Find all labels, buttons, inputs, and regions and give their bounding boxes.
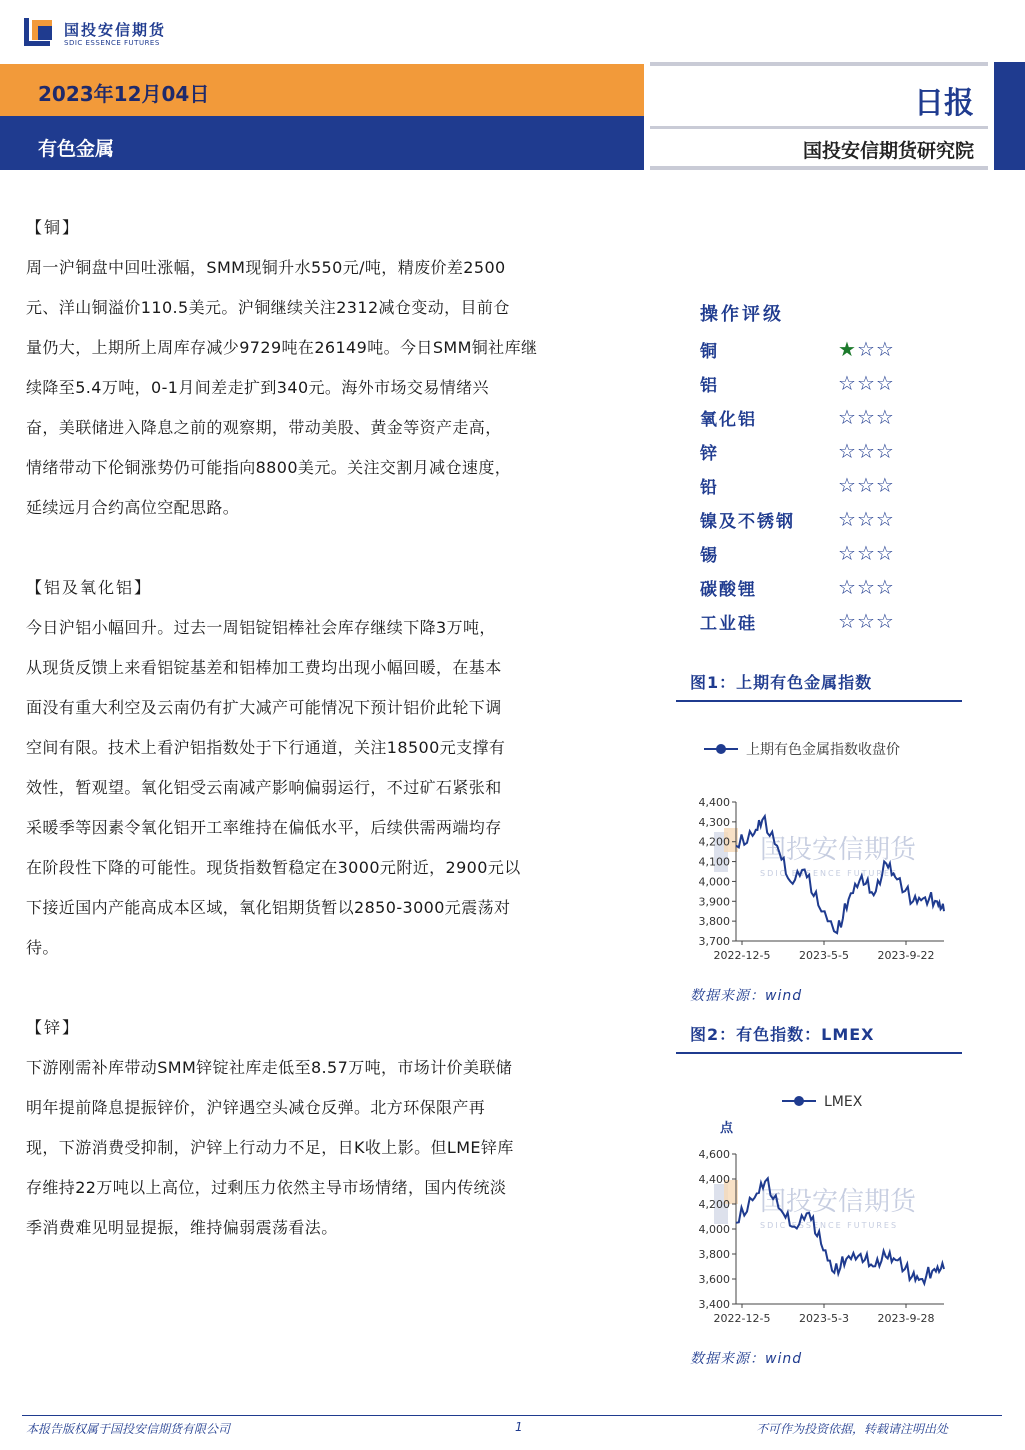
footer-disclaimer: 不可作为投资依据，转载请注明出处 <box>756 1422 949 1436</box>
y-tick-label: 3,800 <box>698 915 730 929</box>
y-tick-label: 4,200 <box>698 835 730 849</box>
section-title: 【锌】 <box>26 1018 81 1037</box>
company-logo <box>24 16 166 52</box>
star-empty-icon: ☆ <box>875 439 895 463</box>
paragraph-line: 续降至5.4万吨，0-1月间差走扩到340元。海外市场交易情绪兴 <box>26 378 489 397</box>
rating-panel <box>700 298 960 638</box>
star-empty-icon: ☆ <box>838 609 857 633</box>
rating-stars <box>838 337 895 361</box>
star-empty-icon: ☆ <box>875 575 895 599</box>
y-tick-label: 3,900 <box>698 895 730 909</box>
y-tick-label: 3,400 <box>698 1298 730 1311</box>
rating-row <box>700 502 960 536</box>
y-axis-unit: 点 <box>720 1121 734 1136</box>
rating-stars <box>838 541 895 565</box>
star-empty-icon: ☆ <box>838 405 857 429</box>
report-type: 日报 <box>914 86 974 121</box>
rating-stars <box>838 507 895 531</box>
star-empty-icon: ☆ <box>875 405 895 429</box>
figure-2-chart <box>676 1085 962 1335</box>
footer-rule <box>22 1415 1002 1416</box>
star-empty-icon: ☆ <box>856 405 876 429</box>
legend-label: 上期有色金属指数收盘价 <box>746 742 900 758</box>
rating-row <box>700 332 960 366</box>
rating-commodity: 碳酸锂 <box>700 579 757 600</box>
y-tick-label: 4,000 <box>698 1223 730 1236</box>
star-empty-icon: ☆ <box>838 507 857 531</box>
star-empty-icon: ☆ <box>875 371 895 395</box>
report-date: 2023年12月04日 <box>38 82 210 106</box>
y-tick-label: 3,700 <box>698 935 730 948</box>
rating-stars <box>838 405 895 429</box>
paragraph-line: 今日沪铝小幅回升。过去一周铝锭铝棒社会库存继续下降3万吨， <box>26 618 496 637</box>
paragraph-line: 元、洋山铜溢价110.5美元。沪铜继续关注2312减仓变动，目前仓 <box>26 298 510 317</box>
star-empty-icon: ☆ <box>875 507 895 531</box>
star-empty-icon: ☆ <box>838 439 857 463</box>
paragraph-line: 周一沪铜盘中回吐涨幅，SMM现铜升水550元/吨，精废价差2500 <box>26 258 506 277</box>
rating-stars <box>838 439 895 463</box>
rating-row <box>700 570 960 604</box>
rating-commodity: 工业硅 <box>700 613 757 634</box>
paragraph-line: 采暖季等因素令氧化铝开工率维持在偏低水平，后续供需两端均存 <box>26 818 502 837</box>
rating-commodity: 氧化铝 <box>700 409 757 430</box>
rating-stars <box>838 371 895 395</box>
figure-1-source: 数据来源：wind <box>690 988 803 1004</box>
header-accent-block <box>994 62 1025 170</box>
paragraph-line: 空间有限。技术上看沪铝指数处于下行通道，关注18500元支撑有 <box>26 738 506 757</box>
watermark-text-en: SDIC ESSENCE FUTURES <box>760 1221 899 1230</box>
star-empty-icon: ☆ <box>838 541 857 565</box>
paragraph-line: 效性，暂观望。氧化铝受云南减产影响偏弱运行，不过矿石紧张和 <box>26 778 502 797</box>
star-empty-icon: ☆ <box>875 609 895 633</box>
legend-label: LMEX <box>824 1094 863 1110</box>
paragraph-line: 在阶段性下降的可能性。现货指数暂稳定在3000元附近，2900元以 <box>26 858 521 877</box>
figure-2-rule <box>676 1052 962 1054</box>
x-tick-label: 2023-9-22 <box>877 949 935 962</box>
rating-commodity: 锌 <box>700 443 719 464</box>
star-empty-icon: ☆ <box>856 473 876 497</box>
y-tick-label: 4,100 <box>698 855 730 869</box>
paragraph-line: 情绪带动下伦铜涨势仍可能指向8800美元。关注交割月减仓速度， <box>26 458 512 477</box>
y-tick-label: 3,800 <box>698 1248 730 1261</box>
star-empty-icon: ☆ <box>856 439 876 463</box>
star-filled-icon: ★ <box>838 337 857 361</box>
paragraph-line: 量仍大，上期所上周库存减少9729吨在26149吨。今日SMM铜社库继 <box>26 338 538 357</box>
paragraph-line: 存维持22万吨以上高位，过剩压力依然主导市场情绪，国内传统淡 <box>26 1178 507 1197</box>
rating-row <box>700 604 960 638</box>
rating-stars <box>838 473 895 497</box>
x-tick-label: 2022-12-5 <box>713 949 771 962</box>
report-body <box>26 208 610 1248</box>
star-empty-icon: ☆ <box>875 541 895 565</box>
institute-name: 国投安信期货研究院 <box>802 140 974 162</box>
star-empty-icon: ☆ <box>856 541 876 565</box>
paragraph-line: 延续远月合约高位空配思路。 <box>26 498 240 517</box>
paragraph-line: 面没有重大利空及云南仍有扩大减产可能情况下预计铝价此轮下调 <box>26 698 502 717</box>
rating-title: 操作评级 <box>700 304 784 325</box>
rating-stars <box>838 575 895 599</box>
y-tick-label: 4,600 <box>698 1148 730 1161</box>
star-empty-icon: ☆ <box>875 473 895 497</box>
legend-marker-icon <box>794 1096 804 1106</box>
paragraph-line: 下游刚需补库带动SMM锌锭社库走低至8.57万吨，市场计价美联储 <box>26 1058 513 1077</box>
watermark-text-en: SDIC ESSENCE FUTURES <box>760 869 899 878</box>
section-title: 【铜】 <box>26 218 81 237</box>
logo-name-en: SDIC ESSENCE FUTURES <box>64 38 160 47</box>
x-tick-label: 2023-5-3 <box>799 1312 849 1325</box>
x-tick-label: 2023-9-28 <box>877 1312 935 1325</box>
footer-copyright: 本报告版权属于国投安信期货有限公司 <box>26 1422 231 1436</box>
rating-stars <box>838 609 895 633</box>
star-empty-icon: ☆ <box>856 609 876 633</box>
paragraph-line: 现，下游消费受抑制，沪锌上行动力不足，日K收上影。但LME锌库 <box>26 1138 514 1157</box>
paragraph-line: 下接近国内产能高成本区域，氧化铝期货暂以2850-3000元震荡对 <box>26 898 511 917</box>
x-tick-label: 2023-5-5 <box>799 949 849 962</box>
logo-mark-icon <box>24 18 56 50</box>
section-title: 【铝及氧化铝】 <box>26 578 153 597</box>
figure-1-chart <box>676 730 962 970</box>
y-tick-label: 4,400 <box>698 796 730 809</box>
rating-commodity: 铜 <box>700 341 719 362</box>
rating-row <box>700 400 960 434</box>
paragraph-line: 明年提前降息提振锌价，沪锌遇空头减仓反弹。北方环保限产再 <box>26 1098 486 1117</box>
rating-commodity: 铅 <box>700 477 719 498</box>
y-tick-label: 4,400 <box>698 1173 730 1186</box>
paragraph-line: 从现货反馈上来看铝锭基差和铝棒加工费均出现小幅回暖，在基本 <box>26 658 502 677</box>
paragraph-line: 待。 <box>26 938 59 957</box>
star-empty-icon: ☆ <box>856 337 876 361</box>
section-gap <box>26 968 610 1008</box>
rating-commodity: 铝 <box>700 375 719 396</box>
figure-2-source: 数据来源：wind <box>690 1351 803 1367</box>
star-empty-icon: ☆ <box>838 575 857 599</box>
footer-page-number: 1 <box>515 1420 523 1434</box>
y-tick-label: 3,600 <box>698 1273 730 1286</box>
rating-commodity: 镍及不锈钢 <box>700 511 795 532</box>
star-empty-icon: ☆ <box>856 507 876 531</box>
x-tick-label: 2022-12-5 <box>713 1312 771 1325</box>
rating-commodity: 锡 <box>700 545 719 566</box>
section-gap <box>26 528 610 568</box>
report-type-header <box>650 62 988 172</box>
star-empty-icon: ☆ <box>856 371 876 395</box>
watermark-text: 国投安信期货 <box>760 1187 917 1217</box>
rating-row <box>700 366 960 400</box>
star-empty-icon: ☆ <box>838 473 857 497</box>
figure-2-title: 图2：有色指数：LMEX <box>690 1025 875 1044</box>
y-tick-label: 4,300 <box>698 815 730 829</box>
rating-row <box>700 434 960 468</box>
figure-1-rule <box>676 700 962 702</box>
y-tick-label: 4,200 <box>698 1198 730 1211</box>
figure-1-title: 图1：上期有色金属指数 <box>690 673 873 692</box>
rating-row <box>700 536 960 570</box>
watermark-text: 国投安信期货 <box>760 835 917 865</box>
paragraph-line: 奋，美联储进入降息之前的观察期，带动美股、黄金等资产走高， <box>26 418 502 437</box>
star-empty-icon: ☆ <box>875 337 895 361</box>
report-sector: 有色金属 <box>38 138 115 160</box>
logo-name: 国投安信期货 <box>64 20 167 39</box>
rating-row <box>700 468 960 502</box>
legend-marker-icon <box>716 744 726 754</box>
star-empty-icon: ☆ <box>838 371 857 395</box>
paragraph-line: 季消费难见明显提振，维持偏弱震荡看法。 <box>26 1218 338 1237</box>
star-empty-icon: ☆ <box>856 575 876 599</box>
y-tick-label: 4,000 <box>698 875 730 889</box>
